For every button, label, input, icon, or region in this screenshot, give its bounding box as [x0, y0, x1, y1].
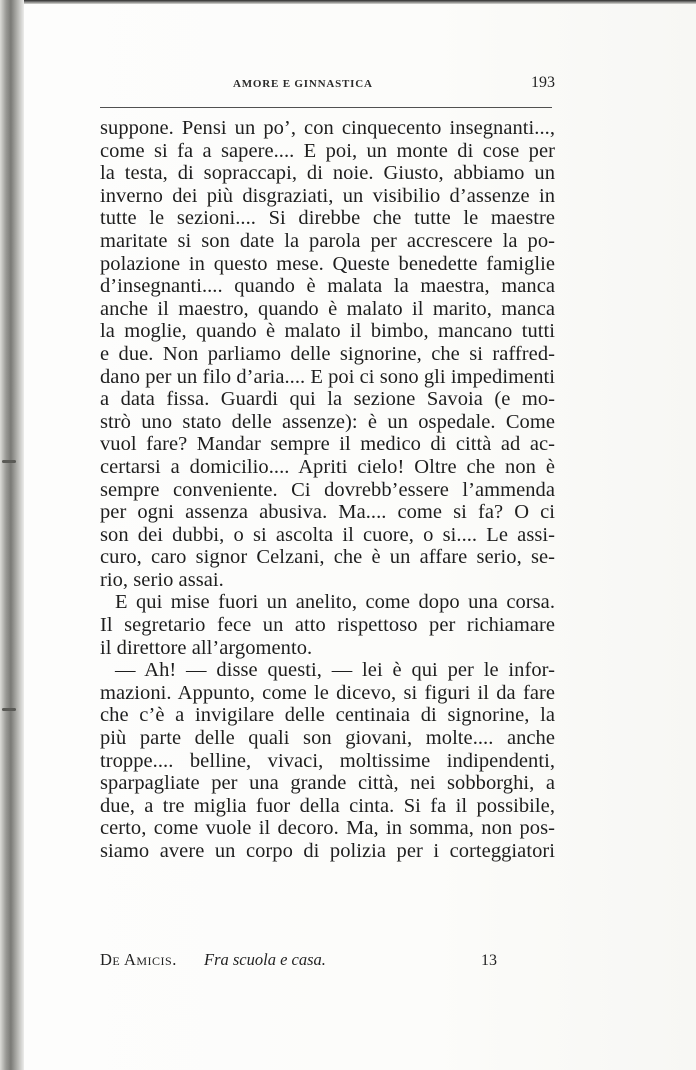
book-spine-shadow: [0, 0, 24, 1070]
signature-mark: 13: [481, 952, 497, 969]
text-line: la moglie, quando è malato il bimbo, mancano tutti: [100, 320, 555, 343]
text-line: sparpagliate per una grande città, nei sobborghi, a: [100, 772, 555, 795]
spine-blemish: [2, 460, 16, 463]
text-line: certo, come vuole il decoro. Ma, in somma, non pos-: [100, 817, 555, 840]
text-line: inverno dei più disgraziati, un visibilio d’assenze in: [100, 184, 555, 207]
header-rule: [100, 107, 552, 108]
text-line: strò uno stato delle assenze): è un ospedale. Come: [100, 410, 555, 433]
text-line: anche il maestro, quando è malato il marito, manca: [100, 297, 555, 320]
text-line: vuol fare? Mandar sempre il medico di città ad ac-: [100, 433, 555, 456]
text-line: due, a tre miglia fuor della cinta. Si fa il possibile,: [100, 794, 555, 817]
text-line: la testa, di sopraccapi, di noie. Giusto, abbiamo un: [100, 162, 555, 185]
text-line: e due. Non parliamo delle signorine, che si raffred-: [100, 342, 555, 365]
running-title: AMORE E GINNASTICA: [233, 78, 373, 90]
text-line: siamo avere un corpo di polizia per i corteggiatori: [100, 840, 555, 862]
running-head: [100, 74, 555, 94]
text-line: Il segretario fece un atto rispettoso per richiamare: [100, 614, 555, 637]
text-line: — Ah! — disse questi, — lei è qui per le infor-: [115, 659, 555, 682]
signature-footer: [100, 950, 500, 974]
text-line: curo, caro signor Celzani, che è un affare serio, se-: [100, 546, 555, 569]
text-line: che c’è a invigilare delle centinaia di signorine, la: [100, 704, 555, 727]
text-line: d’insegnanti.... quando è malata la maestra, manca: [100, 275, 555, 298]
text-line: polazione in questo mese. Queste benedette famiglie: [100, 252, 555, 275]
text-line: son dei dubbi, o si ascolta il cuore, o si.... Le assi-: [100, 523, 555, 546]
text-line: mazioni. Appunto, come le dicevo, si figuri il da fare: [100, 681, 555, 704]
text-line: più parte delle quali son giovani, molte.... anche: [100, 727, 555, 750]
text-line: come si fa a sapere.... E poi, un monte di cose per: [100, 139, 555, 162]
spine-blemish: [2, 708, 16, 711]
text-line: certarsi a domicilio.... Apriti cielo! Oltre che non è: [100, 455, 555, 478]
text-line: E qui mise fuori un anelito, come dopo una corsa.: [115, 591, 555, 614]
text-line: dano per un filo d’aria.... E poi ci sono gli impedimenti: [100, 365, 555, 388]
footer-book-title: Fra scuola e casa.: [204, 950, 326, 969]
text-line: sempre conveniente. Ci dovrebb’essere l’ammenda: [100, 478, 555, 501]
text-line: suppone. Pensi un po’, con cinquecento insegnanti...,: [100, 117, 555, 139]
text-line: per ogni assenza abusiva. Ma.... come si fa? O ci: [100, 501, 555, 524]
page-number: 193: [531, 74, 555, 91]
text-line: maritate si son date la parola per accrescere la po-: [100, 229, 555, 252]
page-top-edge: [0, 0, 696, 4]
text-line: il direttore all’argomento.: [100, 636, 313, 659]
text-line: rio, serio assai.: [100, 568, 224, 591]
text-line: troppe.... belline, vivaci, moltissime indipendenti,: [100, 749, 555, 772]
body-text: [100, 117, 555, 863]
footer-author: De Amicis.: [100, 950, 177, 969]
text-line: a data fissa. Guardi qui la sezione Savoia (e mo-: [100, 388, 555, 411]
text-line: tutte le sezioni.... Si direbbe che tutte le maestre: [100, 207, 555, 230]
